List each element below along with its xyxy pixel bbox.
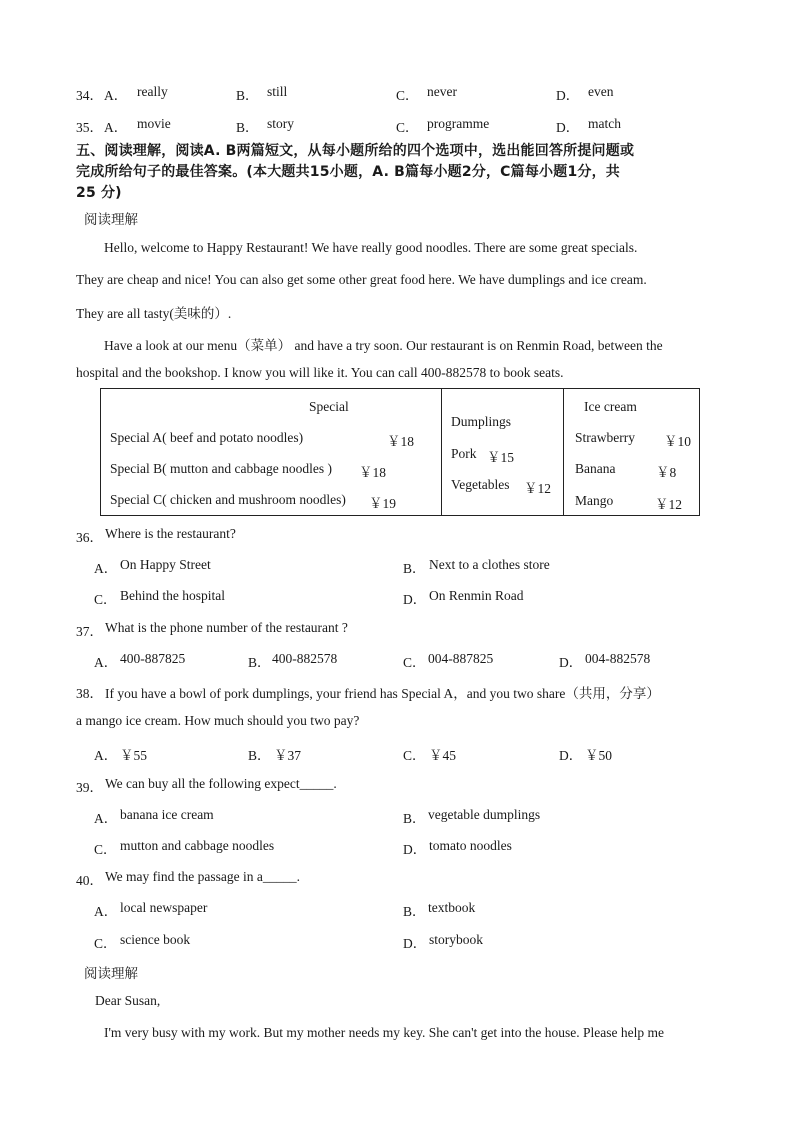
option-b-letter: B． [236, 120, 259, 135]
special-c-price: ￥19 [369, 496, 396, 511]
special-b-name: Special B( mutton and cabbage noodles ) [110, 461, 332, 476]
option-d-text: 004-882578 [585, 651, 651, 666]
icecream-strawberry-price: ￥10 [664, 434, 691, 449]
option-d-text: match [588, 116, 621, 131]
passage-label: 阅读理解 [84, 966, 138, 981]
letter-greeting: Dear Susan, [95, 993, 161, 1008]
option-a-letter: A． [94, 748, 118, 763]
section-heading-line-1: 五、阅读理解，阅读A. B两篇短文，从每小题所给的四个选项中，选出能回答所提问题或 [76, 143, 635, 159]
icecream-mango-price: ￥12 [655, 497, 682, 512]
option-c-letter: C． [396, 120, 419, 135]
question-number: 34． [76, 88, 103, 103]
option-c-text: never [427, 84, 457, 99]
option-a-text: movie [137, 116, 171, 131]
question-text: What is the phone number of the restaurant ? [105, 620, 348, 635]
option-c-text: Behind the hospital [120, 588, 225, 603]
option-b-letter: B． [248, 655, 271, 670]
menu-table [100, 388, 700, 516]
dumplings-vegetables-name: Vegetables [451, 477, 510, 492]
option-c-text: science book [120, 932, 191, 947]
question-number: 36． [76, 530, 103, 545]
option-b-letter: B． [403, 561, 426, 576]
option-c-text: ￥45 [429, 748, 456, 763]
option-a-letter: A． [94, 561, 118, 576]
special-c-name: Special C( chicken and mushroom noodles) [110, 492, 346, 507]
question-text-continued: a mango ice cream. How much should you two pay? [76, 713, 360, 728]
icecream-banana-price: ￥8 [656, 465, 677, 480]
option-a-letter: A． [94, 904, 118, 919]
passage-line: Have a look at our menu（菜单） and have a try soon. Our restaurant is on Renmin Road, between the [104, 338, 663, 353]
option-a-text: ￥55 [120, 748, 147, 763]
option-b-text: ￥37 [274, 748, 301, 763]
icecream-strawberry-name: Strawberry [575, 430, 635, 445]
option-a-text: local newspaper [120, 900, 208, 915]
question-text: Where is the restaurant? [105, 526, 236, 541]
special-header: Special [309, 399, 349, 414]
icecream-banana-name: Banana [575, 461, 616, 476]
option-b-text: 400-882578 [272, 651, 338, 666]
question-number: 35． [76, 120, 103, 135]
option-a-text: 400-887825 [120, 651, 186, 666]
option-c-letter: C． [396, 88, 419, 103]
option-b-letter: B． [236, 88, 259, 103]
question-number: 37． [76, 624, 103, 639]
dumplings-vegetables-price: ￥12 [524, 481, 551, 496]
option-d-letter: D． [403, 592, 427, 607]
special-b-price: ￥18 [359, 465, 386, 480]
option-d-text: tomato noodles [429, 838, 512, 853]
question-text: We can buy all the following expect_____. [105, 776, 337, 791]
option-b-text: still [267, 84, 288, 99]
passage-line: They are all tasty(美味的）. [76, 306, 232, 321]
option-d-letter: D． [556, 120, 580, 135]
dumplings-header: Dumplings [451, 414, 512, 429]
option-a-text: On Happy Street [120, 557, 211, 572]
option-a-text: banana ice cream [120, 807, 214, 822]
passage-line: They are cheap and nice! You can also get some other great food here. We have dumplings and ice cream. [76, 272, 647, 287]
option-d-text: storybook [429, 932, 483, 947]
icecream-column [564, 389, 700, 516]
section-heading-line-3: 25 分) [76, 185, 122, 201]
option-c-letter: C． [94, 592, 117, 607]
option-c-text: programme [427, 116, 490, 131]
option-a-letter: A． [94, 811, 118, 826]
passage-line: Hello, welcome to Happy Restaurant! We have really good noodles. There are some great specials. [104, 240, 638, 255]
question-number: 38． [76, 686, 103, 701]
option-b-text: story [267, 116, 294, 131]
icecream-header: Ice cream [584, 399, 637, 414]
option-d-text: On Renmin Road [429, 588, 524, 603]
option-b-text: Next to a clothes store [429, 557, 550, 572]
special-a-name: Special A( beef and potato noodles) [110, 430, 304, 445]
option-d-letter: D． [403, 842, 427, 857]
option-c-letter: C． [403, 655, 426, 670]
option-a-letter: A． [94, 655, 118, 670]
dumplings-pork-price: ￥15 [487, 450, 514, 465]
special-a-price: ￥18 [387, 434, 414, 449]
option-b-text: vegetable dumplings [428, 807, 541, 822]
option-d-letter: D． [403, 936, 427, 951]
passage-line: I'm very busy with my work. But my mother needs my key. She can't get into the house. Please help me [104, 1025, 665, 1040]
option-d-letter: D． [559, 655, 583, 670]
option-c-letter: C． [403, 748, 426, 763]
icecream-mango-name: Mango [575, 493, 614, 508]
passage-line: hospital and the bookshop. I know you will like it. You can call 400-882578 to book seats. [76, 365, 564, 380]
option-d-letter: D． [559, 748, 583, 763]
dumplings-column [442, 389, 564, 516]
dumplings-pork-name: Pork [451, 446, 477, 461]
option-a-letter: A． [104, 88, 128, 103]
option-c-text: mutton and cabbage noodles [120, 838, 275, 853]
option-c-text: 004-887825 [428, 651, 494, 666]
option-b-text: textbook [428, 900, 476, 915]
question-number: 39． [76, 780, 103, 795]
question-number: 40． [76, 873, 103, 888]
special-column [101, 389, 442, 516]
option-d-text: ￥50 [585, 748, 612, 763]
option-b-letter: B． [403, 811, 426, 826]
option-d-letter: D． [556, 88, 580, 103]
question-text: We may find the passage in a_____. [105, 869, 300, 884]
option-d-text: even [588, 84, 614, 99]
option-a-text: really [137, 84, 168, 99]
option-c-letter: C． [94, 936, 117, 951]
option-a-letter: A． [104, 120, 128, 135]
option-b-letter: B． [248, 748, 271, 763]
passage-label: 阅读理解 [84, 212, 138, 227]
option-c-letter: C． [94, 842, 117, 857]
question-text: If you have a bowl of pork dumplings, your friend has Special A，and you two share（共用，分享） [105, 686, 660, 701]
section-heading-line-2: 完成所给句子的最佳答案。(本大题共15小题，A. B篇每小题2分，C篇每小题1分，共 [76, 164, 620, 180]
option-b-letter: B． [403, 904, 426, 919]
